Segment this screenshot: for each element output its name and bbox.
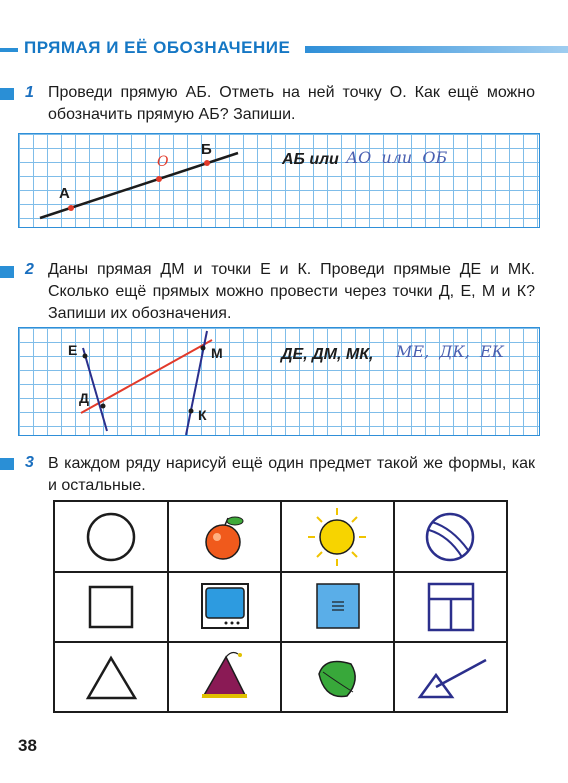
window-icon [394,572,507,642]
task-2-answer-handwritten: МЕ, ДК, ЕК [396,342,505,361]
task-2-text: Даны прямая ДМ и точки Е и К. Проведи прямые ДЕ и МК. Сколько ещё прямых можно провести через точки Д, Е, М и К? Запиши их обозначения. [48,261,535,322]
page-number: 38 [18,736,37,755]
task-3-text: В каждом ряду нарисуй ещё один предмет такой же формы, как и остальные. [48,455,535,494]
point-label-e: Е [68,342,78,358]
point-label-a: А [59,185,70,202]
ball-icon [394,502,507,572]
party-hat-icon [168,642,281,712]
point-label-d: Д [79,390,89,406]
task-3-number: 3 [25,454,34,471]
apple-icon [168,502,281,572]
task-2-grid [18,327,540,436]
task-marker [0,88,14,100]
task-1-answer-handwritten: АО или ОБ [346,148,448,167]
header-rule-right [305,46,568,53]
task-1-grid [18,133,540,228]
point-label-o: О [157,154,169,170]
task-marker [0,266,14,278]
tv-icon [168,572,281,642]
flag-icon [394,642,507,712]
section-header [0,37,568,63]
square-shape [55,572,168,642]
page-title: ПРЯМАЯ И ЕЁ ОБОЗНАЧЕНИЕ [24,38,291,57]
point-label-m: М [211,345,223,361]
header-rule-left [0,48,18,52]
task-1-drawing [19,134,539,227]
point-label-k: К [198,407,207,423]
sun-icon [281,502,394,572]
circle-shape [55,502,168,572]
task-marker [0,458,14,470]
task-1-text: Проведи прямую АБ. Отметь на ней точку О. Как ещё можно обозначить прямую АБ? Запиши. [48,84,535,123]
triangle-shape [55,642,168,712]
book-icon [281,572,394,642]
task-2-number: 2 [25,261,34,278]
shapes-table [53,500,508,713]
task-1-answer-printed: АБ или [282,151,339,168]
point-label-b: Б [201,141,212,158]
leaf-icon [281,642,394,712]
task-1-number: 1 [25,84,34,101]
task-2-answer-printed: ДЕ, ДМ, МК, [281,346,374,363]
